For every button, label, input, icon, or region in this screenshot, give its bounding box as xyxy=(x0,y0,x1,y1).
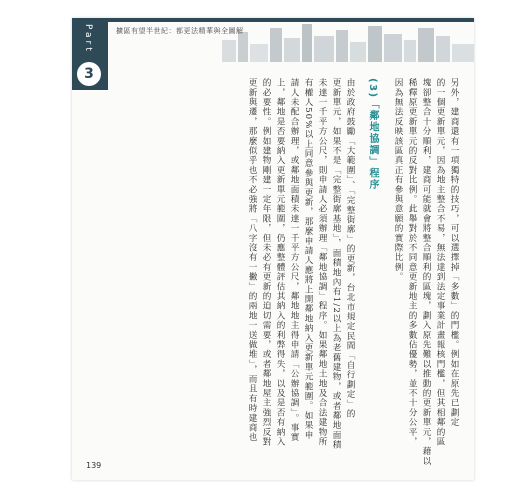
body-column: 另外，建商還有一項獨特的技巧，可以選擇掉「多數」的門檻。例如在原先已劃定 xyxy=(449,78,459,428)
body-column: 更新與遷，那麼似乎也不必強將「八字沒有一撇」的兩地一送做堆」，而且有時建商也 xyxy=(247,78,257,443)
part-label: Part xyxy=(83,24,93,54)
body-column: 未達一千平方公尺，則申請人必須辦理「鄰地協調」程序。如果鄰地土地及合法建物所 xyxy=(317,78,327,447)
body-column: 因為無法反映該區真正有參與意願的實際比例。 xyxy=(393,78,403,282)
body-column: 的必要性。例如建物剛建一定年限，但未必有更新的迫切需要，或者鄰地屋主強烈反對 xyxy=(261,78,271,447)
part-tab xyxy=(72,18,108,90)
body-column: 由於政府鼓勵「大範圍」、「完整街廓」的更新，台北市規定民間「自行劃定」的 xyxy=(345,78,355,419)
body-column: 有權人50%以上同意參與更新，那麼申請人應將上開鄰地納入更新單元範圍。如果申 xyxy=(303,78,313,440)
section-heading: (3)「鄰地協調」程序 xyxy=(367,78,378,191)
page-number: 139 xyxy=(86,461,102,470)
body-column: 的一個更新單元，因為地主整合不易，無法達到法定事業計畫報核門檻，但其相鄰的區 xyxy=(435,78,445,447)
running-title: 擴區有望半世紀：都更法精華與全圖解 xyxy=(116,27,244,35)
book-page xyxy=(72,18,474,480)
body-column: 塊卻整合十分順利，建商可能就會將整合順利的區塊，劃入原先難以推動的更新單元，藉以 xyxy=(421,78,431,466)
body-column: 更新單元，如果不是「完整街廓基地」，面積地內有1/2以上為老舊建物，或者鄰地面積 xyxy=(331,78,341,450)
body-column: 稀釋原更新單元的反對比例。此舉對於不同意更新地主的多數佔優勢，並不十分公平， xyxy=(407,78,417,447)
part-number-badge: 3 xyxy=(77,62,101,86)
body-column: 請人未配合辦理，或鄰地面積未達一千平方公尺，鄰地地主得申請「公辦協調」。事實 xyxy=(289,78,299,443)
body-column: 上，鄰地是否要納入更新單元範圍，仍應整體評估其納入的利弊得失，以及是否有納入 xyxy=(275,78,285,447)
